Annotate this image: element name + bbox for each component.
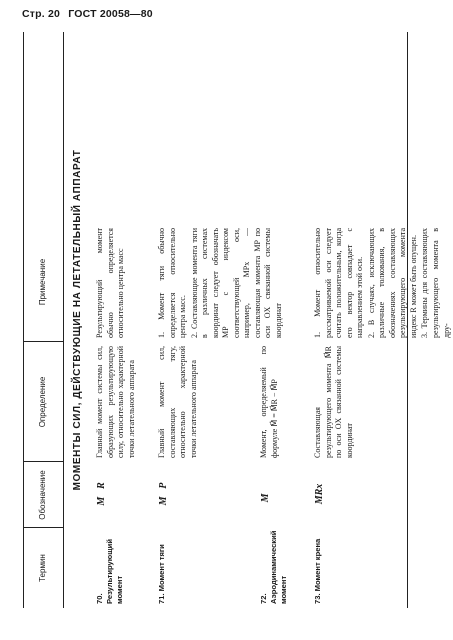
table-line-header [63, 32, 64, 608]
note-70-1: Результирующий момент обычно определяется относительно центра масс [95, 228, 126, 338]
page-header [22, 8, 158, 20]
column-header-symbol: Обозначение [37, 470, 47, 520]
note-71-1: 1. Момент тяги обычно определяется относительно центра масс. [157, 228, 188, 338]
column-header-definition: Определение [37, 376, 47, 428]
term-70: 70. Результирующий момент [95, 538, 125, 604]
symbol-71: M⃗P [158, 482, 169, 506]
definition-72: Момент, определяемый по формуле M⃗ = M⃗R − M⃗P [259, 346, 279, 458]
definition-71: Главный момент сил, составляющих тягу, относительно характерной точки летательного аппарата [157, 346, 198, 458]
rotated-table [23, 32, 451, 608]
standard-number: ГОСТ 20058—80 [68, 8, 153, 20]
note-73-3: 3. Термины для составляющих результирующего момента в дру- [420, 228, 451, 338]
definition-70: Главный момент системы сил, образующих результирующую силу, относительно характерной точки летательного аппарата [95, 346, 136, 458]
section-title: МОМЕНТЫ СИЛ, ДЕЙСТВУЮЩИЕ НА ЛЕТАТЕЛЬНЫЙ АППАРАТ [72, 149, 83, 491]
term-71: 71. Момент тяги [157, 544, 166, 604]
note-73-1: 1. Момент относительно рассматриваемой оси следует считать положительным, когда его вектор совпадает с направлением этой оси. [313, 228, 365, 338]
symbol-72: M⃗ [260, 485, 271, 503]
column-header-term: Термин [37, 554, 47, 582]
term-73: 73. Момент крена [313, 538, 322, 604]
page-number: Стр. 20 [22, 8, 61, 20]
symbol-70: M⃗R [96, 482, 107, 506]
column-header-note: Примечание [37, 258, 47, 306]
note-73-2: 2. В случаях, исключающих различные толкования, в обозначениях составляющих результирующего момента индекс R может быть опущен. [366, 228, 418, 338]
note-70 [95, 228, 128, 338]
symbol-73: MRx [314, 483, 325, 505]
definition-73: Составляющая результирующего момента M⃗R по оси OX связанной системы координат [313, 346, 354, 458]
note-71-2: 2. Составляющие момента тяги в различных системах координат следует обозначать MP с индексом соответствующей оси, например, MPx — составляющая момента MP по оси OX связанной системы координат [189, 228, 284, 338]
note-71 [157, 228, 286, 338]
term-72: 72. Аэродинамический момент [259, 530, 289, 604]
note-73 [313, 228, 453, 338]
